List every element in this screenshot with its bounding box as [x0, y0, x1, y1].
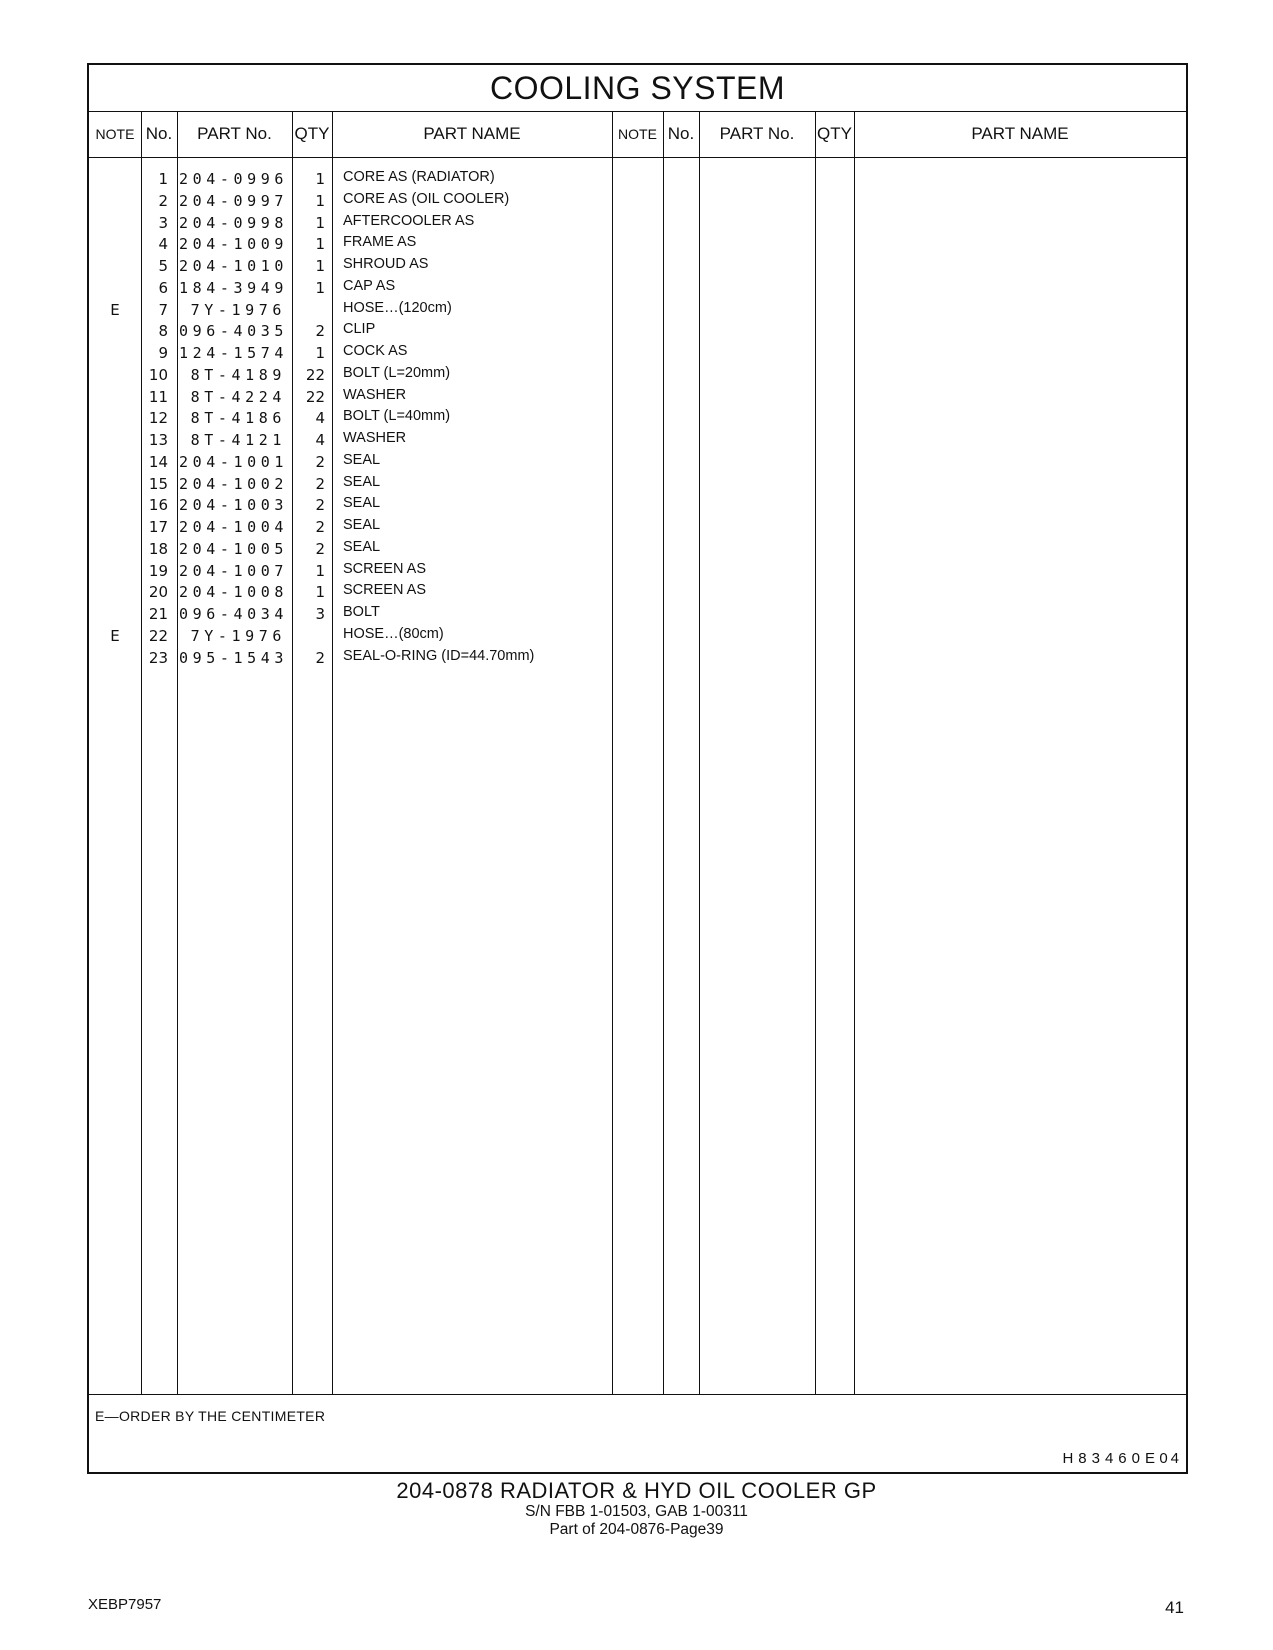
part-number-cell: 095-1543: [179, 648, 289, 667]
quantity-cell: 1: [315, 278, 325, 297]
quantity-cell: 4: [315, 409, 325, 428]
item-number-cell: 23: [148, 648, 168, 667]
item-number-cell: 16: [148, 496, 168, 515]
revision-number: 04: [1159, 1450, 1182, 1467]
item-number-cell: 14: [148, 452, 168, 471]
header-part-name-right: PART NAME: [971, 124, 1069, 143]
header-part-name: PART NAME: [423, 124, 521, 143]
table-row: [89, 319, 1186, 342]
quantity-cell: 1: [315, 561, 325, 580]
table-row: [89, 515, 1186, 538]
part-name-cell: WASHER: [343, 430, 407, 446]
part-number-cell: 096-4034: [179, 605, 289, 623]
part-name-cell: SEAL: [343, 517, 381, 533]
footer-divider: [89, 1394, 1186, 1395]
part-name-cell: SEAL-O-RING (ID=44.70mm): [343, 647, 535, 664]
table-row: [89, 559, 1186, 582]
item-number-cell: 15: [148, 474, 168, 493]
item-number-cell: 12: [148, 409, 168, 428]
section-title: COOLING SYSTEM: [89, 65, 1186, 112]
quantity-cell: 1: [315, 170, 325, 188]
part-number-cell: 096-4035: [179, 322, 289, 341]
table-row: [89, 428, 1186, 451]
item-number-cell: 18: [148, 539, 168, 558]
part-number-cell: 204-1005: [179, 539, 289, 558]
part-of-reference: Part of 204-0876-Page39: [549, 1521, 724, 1538]
table-row: [89, 189, 1186, 212]
quantity-cell: 2: [315, 648, 325, 667]
item-number-cell: 20: [148, 583, 168, 602]
note-cell: E: [110, 300, 120, 319]
part-name-cell: HOSE…(80cm): [343, 625, 444, 642]
note-cell: E: [110, 626, 120, 645]
item-number-cell: 1: [158, 170, 168, 188]
quantity-cell: 2: [315, 452, 325, 471]
part-name-cell: CORE AS (RADIATOR): [343, 169, 495, 185]
part-number-cell: 8T-4186: [190, 409, 286, 428]
part-number-cell: 204-1004: [179, 518, 289, 536]
table-row: [89, 298, 1186, 321]
part-number-cell: 8T-4224: [190, 387, 286, 406]
item-number-cell: 9: [158, 344, 168, 362]
quantity-cell: 22: [305, 365, 325, 384]
group-title: 204-0878 RADIATOR & HYD OIL COOLER GP: [396, 1478, 877, 1503]
item-number-cell: 13: [148, 431, 168, 449]
part-name-cell: SEAL: [343, 538, 381, 555]
part-name-cell: AFTERCOOLER AS: [343, 212, 475, 229]
part-name-cell: BOLT: [343, 604, 380, 620]
part-name-cell: FRAME AS: [343, 234, 417, 251]
table-row: [89, 493, 1186, 516]
header-part-no: PART No.: [197, 124, 272, 143]
part-number-cell: 184-3949: [179, 278, 289, 297]
header-no-right: No.: [667, 124, 695, 143]
quantity-cell: 2: [315, 496, 325, 515]
group-caption: [0, 1479, 1273, 1539]
part-name-cell: SHROUD AS: [343, 256, 429, 272]
table-row: [89, 363, 1186, 386]
quantity-cell: 1: [315, 191, 325, 210]
header-qty-right: QTY: [817, 124, 852, 143]
part-name-cell: BOLT (L=20mm): [343, 364, 451, 381]
header-part-no-right: PART No.: [719, 124, 795, 143]
item-number-cell: 4: [158, 235, 168, 254]
quantity-cell: 22: [305, 387, 325, 406]
item-number-cell: 11: [148, 387, 168, 406]
table-row: [89, 232, 1186, 255]
part-name-cell: HOSE…(120cm): [343, 299, 452, 316]
part-number-cell: 204-1003: [179, 496, 289, 515]
part-number-cell: 204-1001: [179, 452, 289, 471]
table-row: [89, 276, 1186, 299]
quantity-cell: 1: [315, 344, 325, 362]
table-row: [89, 211, 1186, 234]
table-row: [89, 341, 1186, 364]
part-number-cell: 7Y-1976: [190, 300, 286, 319]
quantity-cell: 2: [315, 322, 325, 341]
table-row: [89, 624, 1186, 647]
illustration-code: H83460E: [1062, 1450, 1160, 1467]
document-id: XEBP7957: [88, 1596, 162, 1613]
item-number-cell: 5: [158, 257, 168, 275]
table-row: [89, 406, 1186, 429]
item-number-cell: 19: [148, 561, 168, 580]
table-row: [89, 580, 1186, 603]
part-number-cell: 124-1574: [179, 344, 289, 362]
part-number-cell: 204-1002: [179, 474, 289, 493]
part-number-cell: 204-0997: [179, 191, 289, 210]
quantity-cell: 4: [315, 431, 325, 449]
table-row: [89, 450, 1186, 473]
quantity-cell: 1: [315, 257, 325, 275]
part-number-cell: 204-1009: [179, 235, 289, 254]
table-row: [89, 602, 1186, 625]
parts-list-frame: [87, 63, 1188, 1474]
part-name-cell: BOLT (L=40mm): [343, 408, 451, 425]
table-row: [89, 472, 1186, 495]
item-number-cell: 21: [148, 605, 168, 623]
part-name-cell: WASHER: [343, 386, 407, 403]
part-name-cell: CLIP: [343, 321, 376, 338]
part-number-cell: 204-1010: [179, 257, 289, 275]
part-name-cell: SCREEN AS: [343, 582, 426, 599]
item-number-cell: 17: [148, 518, 168, 536]
part-number-cell: 204-0996: [179, 170, 289, 188]
part-name-cell: SEAL: [343, 451, 381, 468]
quantity-cell: 2: [315, 539, 325, 558]
serial-numbers: S/N FBB 1-01503, GAB 1-00311: [525, 1503, 748, 1520]
part-number-cell: 204-1008: [179, 583, 289, 602]
quantity-cell: 1: [315, 583, 325, 602]
part-number-cell: 8T-4189: [190, 365, 286, 384]
part-name-cell: SEAL: [343, 495, 381, 512]
item-number-cell: 3: [158, 213, 168, 232]
quantity-cell: 2: [315, 518, 325, 536]
item-number-cell: 10: [148, 365, 168, 384]
header-note: NOTE: [95, 126, 135, 142]
item-number-cell: 22: [148, 626, 168, 645]
footnote: E—ORDER BY THE CENTIMETER: [95, 1408, 326, 1424]
item-number-cell: 2: [158, 191, 168, 210]
quantity-cell: 1: [315, 235, 325, 254]
table-row: [89, 537, 1186, 560]
header-no: No.: [145, 124, 173, 143]
page-number: 41: [1165, 1598, 1184, 1617]
item-number-cell: 6: [158, 278, 168, 297]
header-qty: QTY: [294, 124, 330, 143]
item-number-cell: 8: [158, 322, 168, 341]
header-divider: [89, 157, 1186, 158]
table-row: [89, 167, 1186, 190]
part-name-cell: SCREEN AS: [343, 560, 426, 577]
part-number-cell: 8T-4121: [190, 431, 286, 449]
part-number-cell: 204-1007: [179, 561, 289, 580]
part-name-cell: CAP AS: [343, 277, 396, 294]
header-note-right: NOTE: [618, 126, 657, 142]
table-row: [89, 646, 1186, 669]
table-row: [89, 385, 1186, 408]
part-name-cell: SEAL: [343, 473, 381, 490]
part-name-cell: CORE AS (OIL COOLER): [343, 190, 510, 207]
part-name-cell: COCK AS: [343, 343, 408, 359]
part-number-cell: 204-0998: [179, 213, 289, 232]
part-number-cell: 7Y-1976: [190, 626, 286, 645]
quantity-cell: 3: [315, 605, 325, 623]
item-number-cell: 7: [158, 300, 168, 319]
quantity-cell: 2: [315, 474, 325, 493]
quantity-cell: 1: [315, 213, 325, 232]
table-row: [89, 254, 1186, 277]
